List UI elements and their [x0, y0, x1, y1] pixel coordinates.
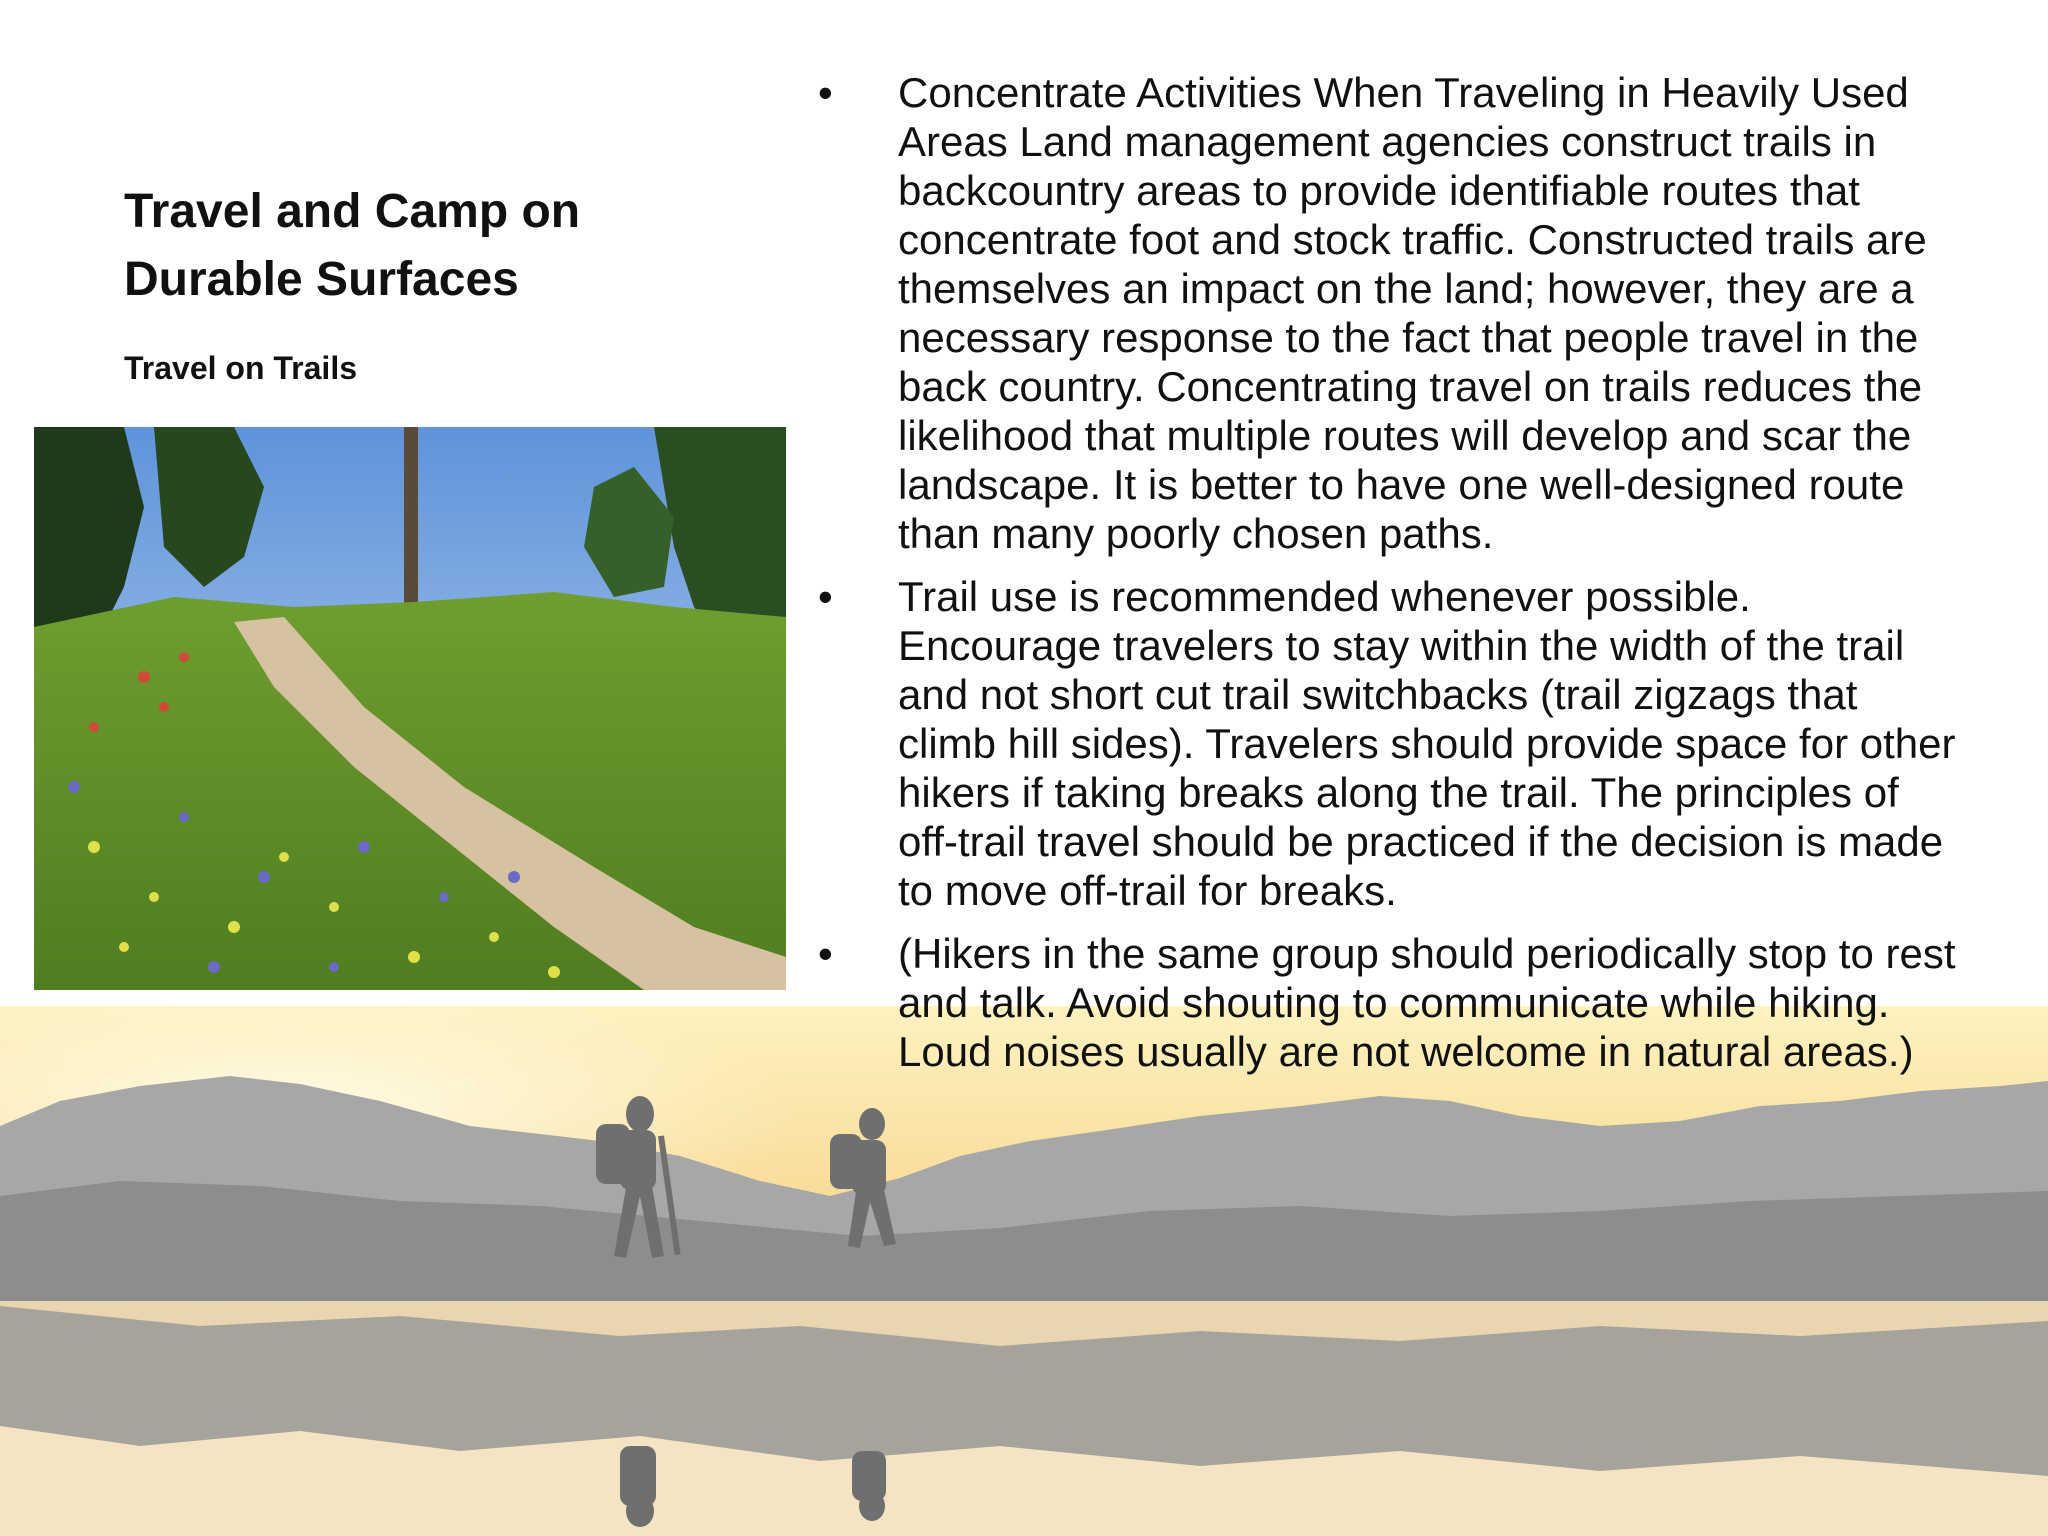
- bullet-text: Trail use is recommended whenever possible. Encourage travelers to stay within the width of the trail and not short cut trail switchbacks (trail zigzags that climb hill sides). Travelers should provide space for other hikers if taking breaks along the trail. The principles of off-trail travel should be practiced if the decision is made to move off-trail for breaks.: [898, 573, 1956, 914]
- title-block: [124, 178, 684, 387]
- bullet-text: Concentrate Activities When Traveling in Heavily Used Areas Land management agencies construct trails in backcountry areas to provide identifiable routes that concentrate foot and stock traffic. Constructed trails are themselves an impact on the land; however, they are a necessary response to the fact that people travel in the back country. Concentrating travel on trails reduces the likelihood that multiple routes will develop and scar the landscape. It is better to have one well-designed route than many poorly chosen paths.: [898, 69, 1927, 557]
- bullet-list: [812, 68, 1962, 1090]
- bullet-glyph: •: [818, 930, 833, 977]
- list-item: [812, 572, 1962, 915]
- bullet-glyph: •: [818, 69, 833, 116]
- trail-wildflowers-photo: [34, 427, 786, 990]
- list-item: [812, 929, 1962, 1076]
- list-item: [812, 68, 1962, 558]
- bullet-glyph: •: [818, 573, 833, 620]
- slide-title: Travel and Camp on Durable Surfaces: [124, 185, 581, 306]
- slide-subtitle: Travel on Trails: [124, 350, 357, 386]
- bullet-text: (Hikers in the same group should periodically stop to rest and talk. Avoid shouting to communicate while hiking. Loud noises usually are not welcome in natural areas.): [898, 930, 1956, 1075]
